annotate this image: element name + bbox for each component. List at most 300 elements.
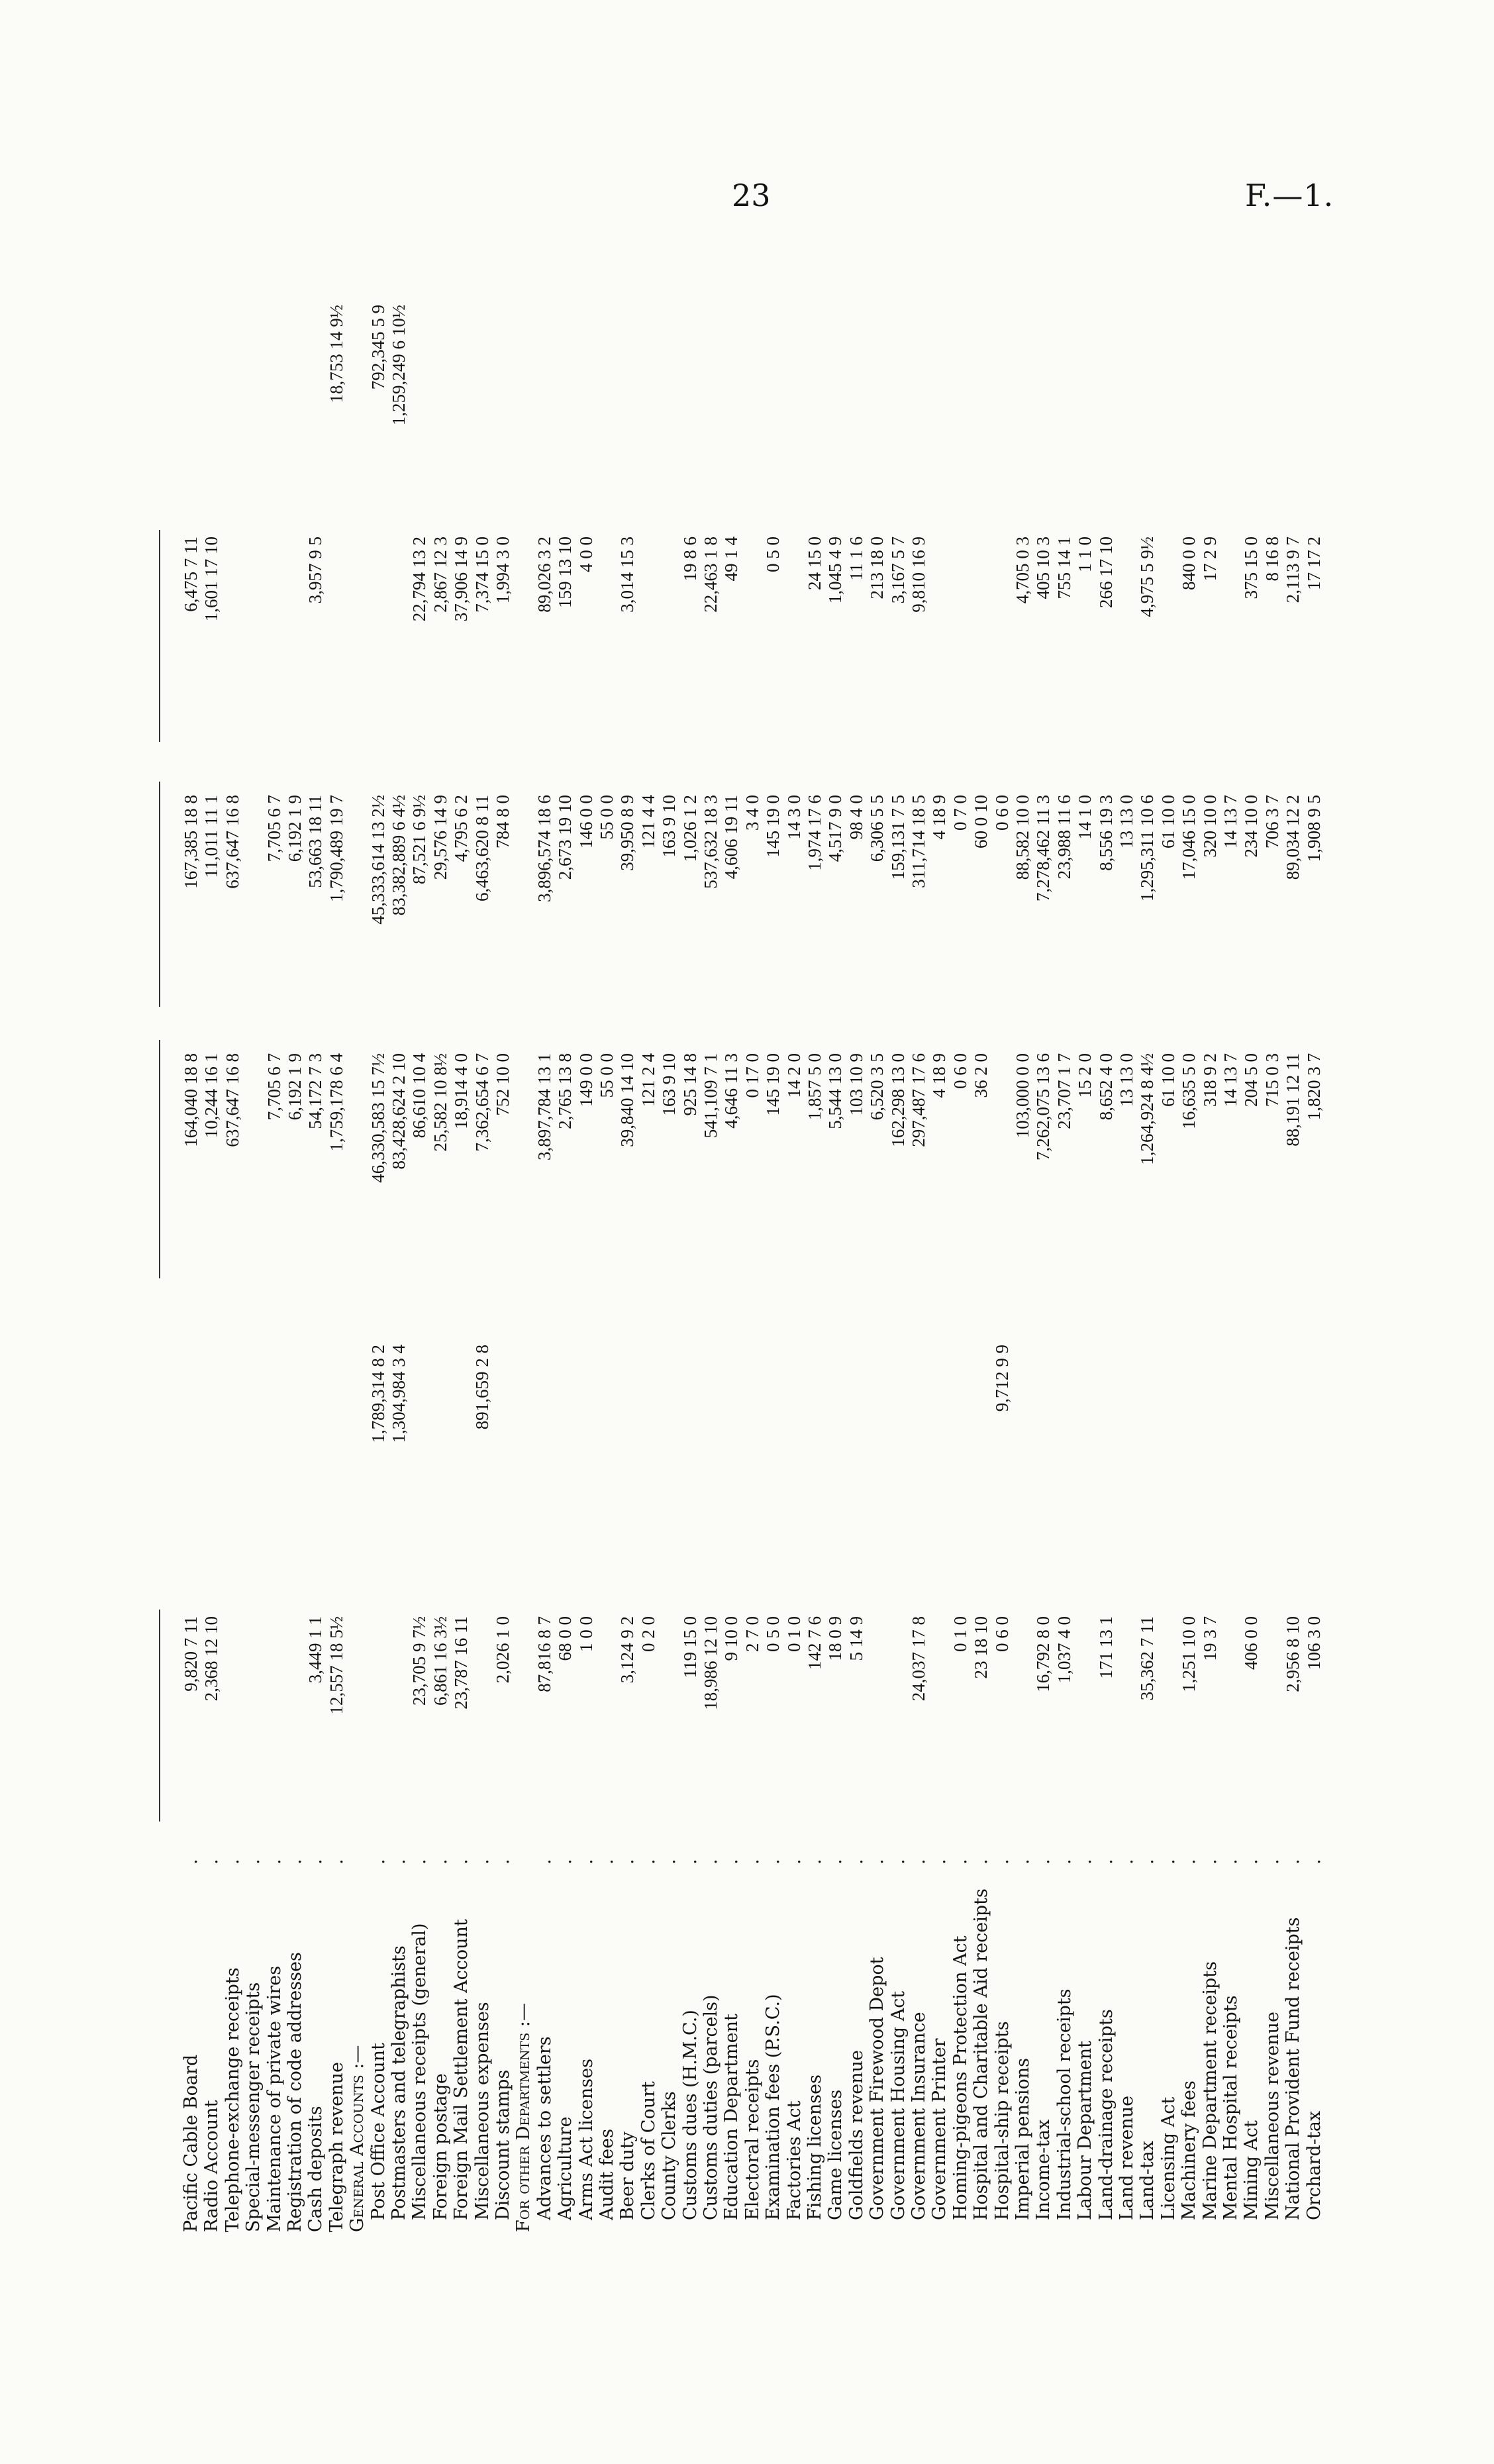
leader-dots: . <box>1095 1839 1117 1865</box>
amount-cell-c4: 320 10 0 <box>1199 795 1220 858</box>
amount-cell-c1: 0 5 0 <box>763 1616 783 1652</box>
amount-cell-c5: 2,867 12 3 <box>430 537 450 613</box>
amount-cell-c4: 1,295,311 10 6 <box>1137 795 1158 901</box>
row-label: Labour Department <box>1075 2040 1096 2220</box>
row-label: Factories Act <box>783 2100 805 2220</box>
amount-cell-c4: 7,278,462 11 3 <box>1033 795 1054 901</box>
leader-dots: . <box>1033 1839 1054 1865</box>
amount-cell-c3: 1,857 5 0 <box>805 1053 824 1121</box>
amount-cell-c3: 55 0 0 <box>597 1053 617 1098</box>
leader-dots: . <box>181 1839 201 1865</box>
leader-dots: . <box>1220 1839 1241 1865</box>
leader-dots: . <box>909 1839 929 1865</box>
amount-cell-c1: 5 14 9 <box>846 1616 866 1661</box>
amount-cell-c4: 17,046 15 0 <box>1179 795 1199 880</box>
table-row <box>930 298 949 2232</box>
amount-cell-c5: 11 1 6 <box>846 537 866 581</box>
amount-cell-c4: 3,896,574 18 6 <box>534 795 554 902</box>
amount-cell-c4: 55 0 0 <box>597 795 617 840</box>
row-label: County Clerks <box>659 2091 680 2220</box>
amount-cell-c5: 213 18 0 <box>867 537 887 599</box>
amount-cell-c4: 1,790,489 19 7 <box>326 795 346 902</box>
amount-cell-c3: 145 19 0 <box>763 1053 783 1116</box>
amount-cell-c4: 146 0 0 <box>575 795 596 848</box>
row-label: Land-tax <box>1137 2141 1158 2220</box>
amount-cell-c1: 2,956 8 10 <box>1283 1616 1303 1692</box>
amount-cell-c1: 9 10 0 <box>721 1616 742 1661</box>
amount-cell-c3: 13 13 0 <box>1117 1053 1136 1107</box>
leader-dots: . <box>409 1839 430 1865</box>
leader-dots: . <box>472 1839 493 1865</box>
amount-cell-c4: 53,663 18 11 <box>305 795 326 888</box>
amount-cell-c5: 24 15 0 <box>805 537 824 590</box>
amount-cell-c4: 159,131 7 5 <box>887 795 908 880</box>
amount-cell-c3: 715 0 3 <box>1262 1053 1282 1107</box>
amount-cell-c4: 23,988 11 6 <box>1054 795 1074 880</box>
table-row <box>348 298 367 2232</box>
amount-cell-c3: 5,544 13 0 <box>825 1053 846 1129</box>
amount-cell-c4: 89,034 12 2 <box>1283 795 1303 880</box>
column-rule <box>159 530 160 742</box>
amount-cell-c3: 1,264,924 8 4½ <box>1137 1053 1158 1165</box>
amount-cell-c3: 103,000 0 0 <box>1013 1053 1032 1139</box>
row-label: Registration of code addresses <box>285 1952 305 2232</box>
amount-cell-c3: 204 5 0 <box>1241 1053 1262 1107</box>
amount-cell-c5: 0 5 0 <box>763 537 783 572</box>
amount-cell-c5: 9,810 16 9 <box>909 537 928 613</box>
row-label: National Provident Fund receipts <box>1283 1917 1304 2220</box>
amount-cell-c3: 15 2 0 <box>1075 1053 1095 1098</box>
amount-cell-c3: 2,765 13 8 <box>555 1053 575 1129</box>
leader-dots: . <box>887 1839 909 1865</box>
table-row <box>1013 298 1032 2232</box>
row-label: Special-messenger receipts <box>243 1982 264 2232</box>
amount-cell-c4: 121 4 4 <box>638 795 658 848</box>
amount-cell-c1: 406 0 0 <box>1241 1616 1262 1670</box>
leader-dots: . <box>430 1839 451 1865</box>
leader-dots: . <box>597 1839 617 1865</box>
amount-cell-c5: 1,045 4 9 <box>825 537 846 604</box>
row-label: Electoral receipts <box>742 2059 763 2220</box>
amount-cell-c3: 3,897,784 13 1 <box>534 1053 554 1160</box>
table-row <box>1075 298 1095 2232</box>
amount-cell-c5: 7,374 15 0 <box>472 537 492 613</box>
amount-cell-c4: 706 3 7 <box>1262 795 1282 848</box>
amount-cell-c5: 8 16 8 <box>1262 537 1282 582</box>
row-label: Cash deposits <box>305 2106 326 2232</box>
table-row <box>431 298 450 2232</box>
leader-dots: . <box>679 1839 701 1865</box>
table-row <box>826 298 845 2232</box>
leader-dots: . <box>950 1839 971 1865</box>
leader-dots: . <box>721 1839 742 1865</box>
amount-cell-c4: 0 6 0 <box>991 795 1012 831</box>
amount-cell-c1: 2,368 12 10 <box>201 1616 222 1702</box>
amount-cell-c4: 311,714 18 5 <box>909 795 928 888</box>
amount-cell-c4: 784 8 0 <box>493 795 513 848</box>
row-label: Post Office Account <box>368 2043 389 2220</box>
leader-dots: . <box>1158 1839 1179 1865</box>
table-row <box>1138 298 1157 2232</box>
row-label: Customs duties (parcels) <box>701 1994 721 2220</box>
row-label: Imperial pensions <box>1013 2057 1033 2220</box>
amount-cell-c5: 3,167 5 7 <box>887 537 908 604</box>
table-row <box>805 298 824 2232</box>
leader-dots: . <box>825 1839 846 1865</box>
leader-dots: . <box>783 1839 805 1865</box>
amount-cell-c3: 88,191 12 11 <box>1283 1053 1303 1147</box>
leader-dots: . <box>1179 1839 1200 1865</box>
table-row <box>764 298 783 2232</box>
amount-cell-c4: 4 18 9 <box>929 795 950 840</box>
table-row <box>1159 298 1178 2232</box>
amount-cell-c1: 16,792 8 0 <box>1033 1616 1054 1692</box>
amount-cell-c4: 14 1 0 <box>1075 795 1095 840</box>
row-label: Telephone-exchange receipts <box>222 1967 243 2232</box>
row-label: Land revenue <box>1117 2095 1137 2220</box>
amount-cell-c5: 37,906 14 9 <box>451 537 472 622</box>
table-row <box>889 298 908 2232</box>
amount-cell-c3: 39,840 14 10 <box>617 1053 638 1147</box>
amount-cell-c4: 14 3 0 <box>783 795 804 840</box>
amount-cell-c3: 6,192 1 9 <box>285 1053 305 1121</box>
amount-cell-c1: 35,362 7 11 <box>1137 1616 1158 1701</box>
row-label: Miscellaneous revenue <box>1262 2012 1283 2220</box>
amount-cell-c4: 45,333,614 13 2½ <box>368 795 388 925</box>
table-row <box>556 298 575 2232</box>
accounts-table <box>152 298 1364 2232</box>
amount-cell-c1: 24,037 17 8 <box>909 1616 928 1702</box>
row-label: Goldfields revenue <box>846 2050 867 2220</box>
leader-dots: . <box>285 1839 305 1865</box>
amount-cell-c5: 1,601 17 10 <box>201 537 222 622</box>
amount-cell-c3: 4,646 11 3 <box>721 1053 742 1129</box>
table-row <box>493 298 513 2232</box>
leader-dots: . <box>742 1839 763 1865</box>
amount-cell-c5: 755 14 1 <box>1054 537 1074 599</box>
amount-cell-c3: 46,330,583 15 7½ <box>368 1053 388 1183</box>
leader-dots: . <box>264 1839 285 1865</box>
amount-cell-c3: 318 9 2 <box>1199 1053 1220 1107</box>
table-row <box>306 298 325 2232</box>
leader-dots: . <box>659 1839 680 1865</box>
amount-cell-c3: 149 0 0 <box>575 1053 596 1107</box>
table-row <box>660 298 679 2232</box>
amount-cell-c5: 17 17 2 <box>1303 537 1324 590</box>
amount-cell-c3: 0 17 0 <box>742 1053 762 1098</box>
leader-dots: . <box>1117 1839 1137 1865</box>
amount-cell-c3: 541,109 7 1 <box>701 1053 721 1139</box>
amount-cell-c4: 6,463,620 8 11 <box>472 795 492 901</box>
amount-cell-c2: 1,304,984 3 4 <box>389 1345 409 1443</box>
amount-cell-c1: 23,705 9 7½ <box>409 1616 430 1706</box>
leader-dots: . <box>534 1839 555 1865</box>
leader-dots: . <box>701 1839 721 1865</box>
leader-dots: . <box>617 1839 638 1865</box>
leader-dots: . <box>991 1839 1013 1865</box>
table-row <box>1034 298 1053 2232</box>
amount-cell-c3: 25,582 10 8½ <box>430 1053 450 1152</box>
amount-cell-c1: 23 18 10 <box>971 1616 991 1679</box>
amount-cell-c1: 0 6 0 <box>991 1616 1012 1652</box>
leader-dots: . <box>1283 1839 1304 1865</box>
row-label: Audit fees <box>597 2128 617 2220</box>
column-rule <box>159 1040 160 1278</box>
amount-cell-c5: 49 1 4 <box>721 537 742 582</box>
leader-dots: . <box>201 1839 223 1865</box>
leader-dots: . <box>389 1839 409 1865</box>
column-rule <box>159 782 160 1007</box>
table-row <box>971 298 991 2232</box>
leader-dots: . <box>971 1839 992 1865</box>
row-label: Discount stamps <box>493 2069 513 2220</box>
section-heading: General Accounts :— <box>347 2045 368 2232</box>
leader-dots: . <box>638 1839 659 1865</box>
table-row <box>1179 298 1199 2232</box>
leader-dots: . <box>1262 1839 1283 1865</box>
table-row <box>1263 298 1282 2232</box>
amount-cell-c1: 106 3 0 <box>1303 1616 1324 1670</box>
table-row <box>223 298 242 2232</box>
amount-cell-c3: 752 10 0 <box>493 1053 513 1116</box>
amount-cell-c3: 925 14 8 <box>679 1053 700 1116</box>
row-label: Hospital and Charitable Aid receipts <box>971 1888 992 2220</box>
row-label: Miscellaneous expenses <box>472 2002 493 2220</box>
amount-cell-c4: 0 7 0 <box>950 795 970 831</box>
amount-cell-c4: 1,908 9 5 <box>1303 795 1324 862</box>
amount-cell-c4: 60 0 10 <box>971 795 991 848</box>
row-label: Government Printer <box>929 2038 950 2220</box>
row-label: Agriculture <box>555 2116 576 2220</box>
leader-dots: . <box>305 1839 326 1865</box>
amount-cell-c3: 0 6 0 <box>950 1053 970 1089</box>
row-label: Telegraph revenue <box>326 2062 347 2232</box>
amount-cell-c1: 9,820 7 11 <box>181 1616 201 1692</box>
row-label: Arms Act licenses <box>575 2059 597 2220</box>
amount-cell-c4: 537,632 18 3 <box>701 795 721 889</box>
amount-cell-c1: 0 1 0 <box>783 1616 804 1652</box>
row-label: Advances to settlers <box>534 2036 555 2220</box>
leader-dots: . <box>1303 1839 1324 1865</box>
leader-dots: . <box>243 1839 264 1865</box>
row-label: Homing-pigeons Protection Act <box>950 1935 971 2220</box>
amount-cell-c4: 87,521 6 9½ <box>409 795 430 884</box>
amount-cell-c3: 163 9 10 <box>659 1053 679 1116</box>
amount-cell-c4: 163 9 10 <box>659 795 679 858</box>
table-row <box>473 298 492 2232</box>
amount-cell-c4: 98 4 0 <box>846 795 866 840</box>
amount-cell-c3: 54,172 7 3 <box>305 1053 326 1129</box>
table-row <box>369 298 388 2232</box>
table-row <box>181 298 201 2232</box>
table-row <box>244 298 263 2232</box>
row-label: Hospital-ship receipts <box>991 2021 1013 2220</box>
amount-cell-c3: 297,487 17 6 <box>909 1053 928 1147</box>
amount-cell-c4: 4,606 19 11 <box>721 795 742 880</box>
leader-dots: . <box>493 1839 513 1865</box>
amount-cell-c3: 14 13 7 <box>1220 1053 1240 1107</box>
row-label: Government Firewood Depot <box>867 1957 888 2220</box>
amount-cell-c4: 3 4 0 <box>742 795 762 831</box>
leader-dots: . <box>555 1839 576 1865</box>
amount-cell-c1: 1 0 0 <box>575 1616 596 1652</box>
leader-dots: . <box>1199 1839 1220 1865</box>
table-row <box>1097 298 1116 2232</box>
table-row <box>535 298 554 2232</box>
amount-cell-c5: 22,794 13 2 <box>409 537 430 622</box>
amount-cell-c1: 0 1 0 <box>950 1616 970 1652</box>
row-label: Customs dues (H.M.C.) <box>679 2010 701 2220</box>
amount-cell-c1: 19 3 7 <box>1199 1616 1220 1661</box>
table-row <box>785 298 804 2232</box>
amount-cell-c4: 11,011 11 1 <box>201 795 222 878</box>
amount-cell-c2: 9,712 9 9 <box>991 1345 1012 1412</box>
table-row <box>951 298 970 2232</box>
amount-cell-c5: 266 17 10 <box>1095 537 1116 608</box>
leader-dots: . <box>575 1839 597 1865</box>
amount-cell-c3: 7,362,654 6 7 <box>472 1053 492 1152</box>
amount-cell-c3: 6,520 3 5 <box>867 1053 887 1121</box>
table-row <box>1283 298 1303 2232</box>
table-row <box>639 298 658 2232</box>
amount-cell-c1: 3,449 1 1 <box>305 1616 326 1684</box>
amount-cell-c4: 14 13 7 <box>1220 795 1240 848</box>
amount-cell-c1: 171 13 1 <box>1095 1616 1116 1679</box>
amount-cell-c4: 7,705 6 7 <box>264 795 284 862</box>
amount-cell-c4: 8,556 19 3 <box>1095 795 1116 871</box>
row-label: Income-tax <box>1033 2119 1054 2220</box>
leader-dots: . <box>1075 1839 1096 1865</box>
amount-cell-c1: 0 2 0 <box>638 1616 658 1652</box>
amount-cell-c5: 17 2 9 <box>1199 537 1220 582</box>
amount-cell-c3: 83,428,624 2 10 <box>389 1053 409 1170</box>
column-rule <box>159 1610 160 1822</box>
row-label: Education Department <box>721 2014 742 2220</box>
amount-cell-c3: 18,914 4 0 <box>451 1053 472 1129</box>
amount-cell-c4: 39,950 8 9 <box>617 795 638 871</box>
table-row <box>389 298 409 2232</box>
amount-cell-c3: 164,040 18 8 <box>181 1053 201 1147</box>
amount-cell-c5: 405 10 3 <box>1033 537 1054 599</box>
amount-cell-c5: 1 1 0 <box>1075 537 1095 572</box>
amount-cell-c3: 637,647 16 8 <box>222 1053 242 1147</box>
amount-cell-c5: 1,994 3 0 <box>493 537 513 604</box>
amount-cell-c6: 792,345 5 9 <box>368 305 388 390</box>
table-row <box>681 298 700 2232</box>
amount-cell-c3: 1,759,178 6 4 <box>326 1053 346 1152</box>
row-label: Government Insurance <box>909 2012 929 2220</box>
leader-dots: . <box>1054 1839 1075 1865</box>
row-label: Game licenses <box>825 2089 846 2220</box>
amount-cell-c5: 840 0 0 <box>1179 537 1199 590</box>
leader-dots: . <box>222 1839 243 1865</box>
amount-cell-c6: 1,259,249 6 10½ <box>389 305 409 426</box>
amount-cell-c5: 375 15 0 <box>1241 537 1262 599</box>
table-row <box>452 298 471 2232</box>
leader-dots: . <box>846 1839 867 1865</box>
row-label: Beer duty <box>617 2131 638 2220</box>
amount-cell-c5: 3,014 15 3 <box>617 537 638 613</box>
amount-cell-c6: 18,753 14 9½ <box>326 305 346 403</box>
table-row <box>285 298 305 2232</box>
amount-cell-c3: 4 18 9 <box>929 1053 950 1098</box>
amount-cell-c3: 36 2 0 <box>971 1053 991 1098</box>
amount-cell-c4: 637,647 16 8 <box>222 795 242 889</box>
leader-dots: . <box>1241 1839 1262 1865</box>
table-row <box>577 298 596 2232</box>
table-row <box>1117 298 1136 2232</box>
row-label: Radio Account <box>201 2100 223 2232</box>
amount-cell-c5: 4,975 5 9½ <box>1137 537 1158 617</box>
amount-cell-c5: 19 8 6 <box>679 537 700 582</box>
amount-cell-c4: 6,192 1 9 <box>285 795 305 862</box>
amount-cell-c3: 7,262,075 13 6 <box>1033 1053 1054 1160</box>
amount-cell-c1: 87,816 8 7 <box>534 1616 554 1692</box>
leader-dots: . <box>867 1839 888 1865</box>
amount-cell-c4: 88,582 10 0 <box>1013 795 1032 880</box>
table-row <box>1055 298 1074 2232</box>
table-row <box>202 298 221 2232</box>
amount-cell-c3: 8,652 4 0 <box>1095 1053 1116 1121</box>
amount-cell-c3: 103 10 9 <box>846 1053 866 1116</box>
row-label: Postmasters and telegraphists <box>389 1945 409 2220</box>
amount-cell-c3: 14 2 0 <box>783 1053 804 1098</box>
amount-cell-c2: 891,659 2 8 <box>472 1345 492 1430</box>
row-label: Marine Department receipts <box>1199 1961 1220 2220</box>
amount-cell-c4: 234 10 0 <box>1241 795 1262 858</box>
amount-cell-c5: 159 13 10 <box>555 537 575 608</box>
row-label: Government Housing Act <box>887 1990 909 2220</box>
row-label: Industrial-school receipts <box>1054 1988 1075 2220</box>
row-label: Machinery fees <box>1179 2080 1200 2220</box>
row-label: Examination fees (P.S.C.) <box>763 1994 784 2220</box>
amount-cell-c4: 145 19 0 <box>763 795 783 858</box>
amount-cell-c4: 167,385 18 8 <box>181 795 201 889</box>
amount-cell-c1: 1,251 10 0 <box>1179 1616 1199 1692</box>
table-row <box>868 298 887 2232</box>
amount-cell-c3: 7,705 6 7 <box>264 1053 284 1121</box>
amount-cell-c1: 68 0 0 <box>555 1616 575 1661</box>
row-label: Clerks of Court <box>638 2081 659 2220</box>
amount-cell-c1: 6,861 16 3½ <box>430 1616 450 1706</box>
amount-cell-c5: 4,705 0 3 <box>1013 537 1032 604</box>
amount-cell-c5: 89,026 3 2 <box>534 537 554 613</box>
amount-cell-c3: 86,610 10 4 <box>409 1053 430 1139</box>
table-row <box>701 298 721 2232</box>
leader-dots: . <box>929 1839 950 1865</box>
table-row <box>1242 298 1261 2232</box>
row-label: Mining Act <box>1241 2120 1262 2220</box>
amount-cell-c1: 142 7 6 <box>805 1616 824 1670</box>
amount-cell-c1: 2,026 1 0 <box>493 1616 513 1684</box>
amount-cell-c5: 22,463 1 8 <box>701 537 721 613</box>
amount-cell-c4: 4,517 9 0 <box>825 795 846 862</box>
row-label: Pacific Cable Board <box>181 2054 201 2232</box>
row-label: Land-drainage receipts <box>1095 2009 1117 2220</box>
leader-dots: . <box>1137 1839 1158 1865</box>
row-label: Maintenance of private wires <box>264 1965 285 2232</box>
amount-cell-c3: 10,244 16 1 <box>201 1053 222 1139</box>
leader-dots: . <box>451 1839 472 1865</box>
table-row <box>1221 298 1240 2232</box>
page-reference: F.—1. <box>1245 178 1334 213</box>
amount-cell-c4: 1,026 1 2 <box>679 795 700 862</box>
amount-cell-c4: 13 13 0 <box>1117 795 1136 848</box>
table-row <box>514 298 533 2232</box>
amount-cell-c5: 3,957 9 5 <box>305 537 326 604</box>
amount-cell-c1: 12,557 18 5½ <box>326 1616 346 1715</box>
leader-dots: . <box>763 1839 784 1865</box>
